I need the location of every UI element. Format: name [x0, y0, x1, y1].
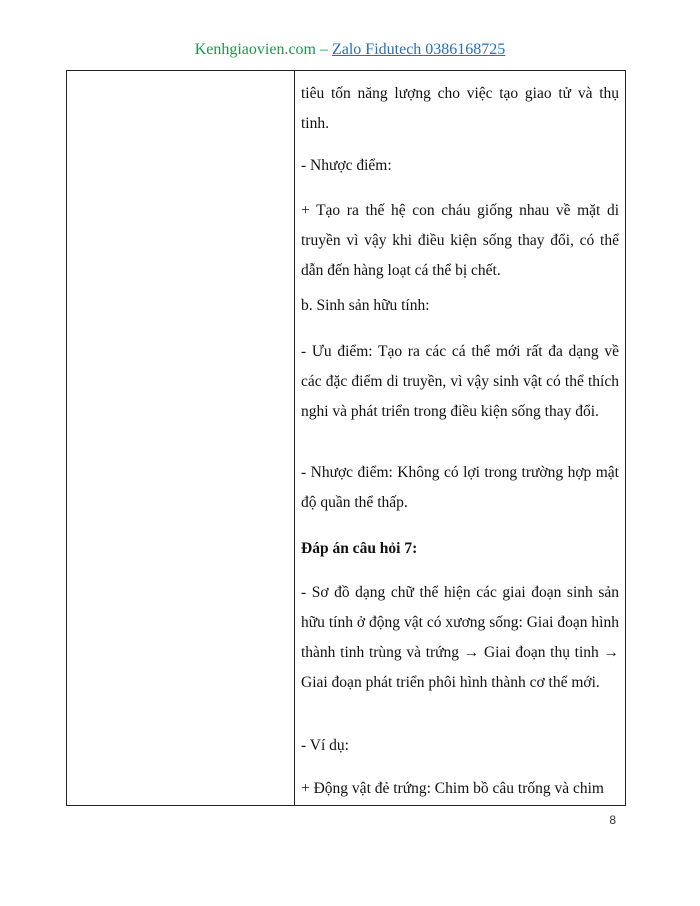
answer-7-heading: Đáp án câu hỏi 7: [301, 540, 418, 557]
page-number: 8 [609, 813, 616, 827]
paragraph-sexual-heading: b. Sinh sản hữu tính: [301, 297, 430, 314]
paragraph-diagram-description: - Sơ đồ dạng chữ thể hiện các giai đoạn sinh sản hữu tính ở động vật có xương sống: Giai đoạn hình thành tinh trùng và trứng → Giai đoạn thụ tinh → Giai đoạn phát triển phôi hình thành cơ thể mới. [301, 584, 619, 691]
paragraph-example-heading: - Ví dụ: [301, 737, 349, 754]
table-left-cell [67, 71, 294, 805]
page-header [0, 40, 700, 60]
table-right-cell [295, 71, 625, 805]
paragraph-continuation: tiêu tốn năng lượng cho việc tạo giao tử và thụ tinh. [301, 85, 619, 132]
header-zalo-link[interactable]: Zalo Fidutech 0386168725 [331, 41, 506, 58]
paragraph-example-detail: + Động vật đẻ trứng: Chim bồ câu trống và chim [301, 780, 604, 797]
content-table [66, 70, 626, 806]
paragraph-sexual-advantage: - Ưu điểm: Tạo ra các cá thể mới rất đa dạng về các đặc điểm di truyền, vì vậy sinh vật có thể thích nghi và phát triển trong điều kiện sống thay đổi. [301, 343, 619, 420]
header-separator: – [315, 41, 332, 58]
header-site-link[interactable]: Kenhgiaovien.com [194, 41, 316, 58]
paragraph-disadvantage-detail: + Tạo ra thế hệ con cháu giống nhau về mặt di truyền vì vậy khi điều kiện sống thay đổi, có thể dẫn đến hàng loạt cá thể bị chết. [301, 202, 619, 279]
paragraph-disadvantage-heading: - Nhược điểm: [301, 157, 392, 174]
paragraph-sexual-disadvantage: - Nhược điểm: Không có lợi trong trường hợp mật độ quần thể thấp. [301, 464, 619, 511]
